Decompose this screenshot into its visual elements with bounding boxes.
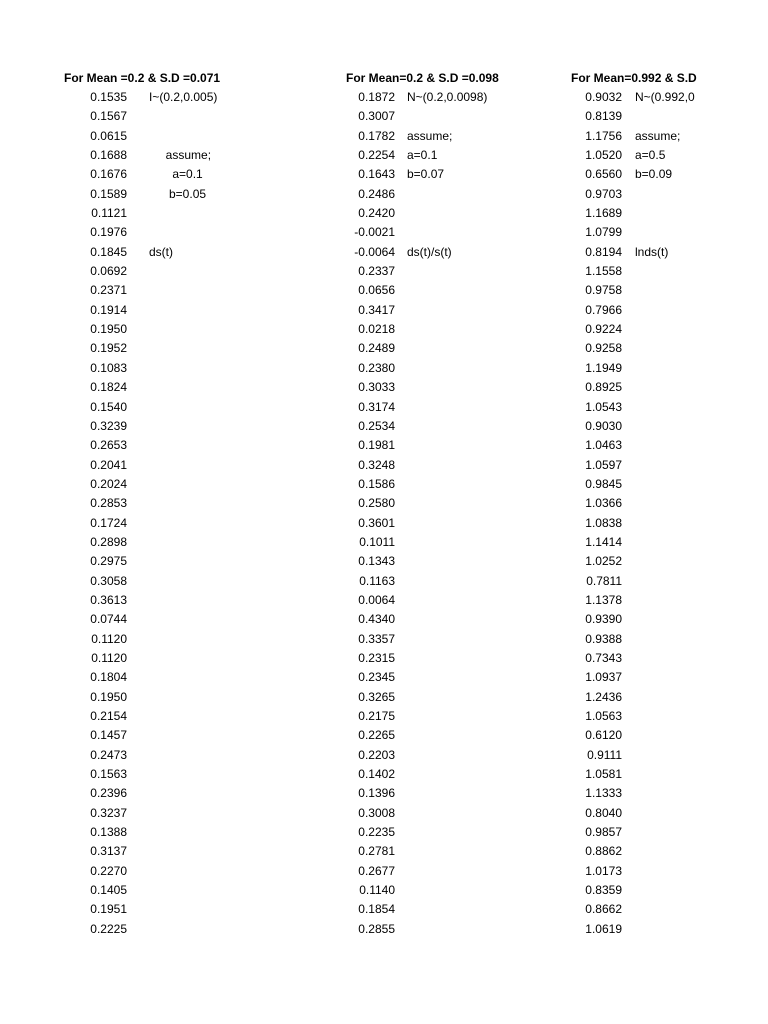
value-cell[interactable]: 0.1457: [90, 728, 127, 743]
value-cell[interactable]: 0.3137: [90, 844, 127, 859]
value-cell[interactable]: 0.3248: [358, 457, 395, 472]
values-column: [346, 88, 395, 939]
value-cell[interactable]: 0.1589: [90, 186, 127, 201]
value-cell[interactable]: 0.0064: [358, 592, 395, 607]
note-cell[interactable]: a=0.1: [407, 148, 438, 163]
value-cell[interactable]: 1.0619: [585, 921, 622, 936]
notes-column: [149, 88, 299, 262]
value-cell[interactable]: 0.8040: [585, 805, 622, 820]
notes-column: [407, 88, 557, 262]
note-cell[interactable]: [635, 204, 768, 223]
value-cell[interactable]: 0.1540: [90, 399, 127, 414]
value-cell[interactable]: 0.9224: [585, 322, 622, 337]
note-cell[interactable]: lnds(t): [635, 244, 669, 259]
value-cell[interactable]: 0.1586: [358, 476, 395, 491]
value-cell[interactable]: 0.0692: [90, 264, 127, 279]
note-cell[interactable]: ds(t): [149, 244, 173, 259]
value-cell[interactable]: 0.1952: [90, 341, 127, 356]
value-cell[interactable]: 0.1405: [90, 883, 127, 898]
value-cell[interactable]: 0.1782: [358, 128, 395, 143]
value-cell[interactable]: 0.1981: [358, 438, 395, 453]
value-cell[interactable]: 0.1976: [90, 225, 127, 240]
value-cell[interactable]: 0.0656: [358, 283, 395, 298]
value-cell[interactable]: 0.2345: [358, 670, 395, 685]
note-cell[interactable]: a=0.5: [635, 148, 666, 163]
value-cell[interactable]: 0.1950: [90, 689, 127, 704]
value-cell[interactable]: 0.3357: [358, 631, 395, 646]
note-cell[interactable]: assume;: [635, 128, 681, 143]
value-cell[interactable]: 0.7966: [585, 302, 622, 317]
value-cell[interactable]: 0.2855: [358, 921, 395, 936]
value-cell[interactable]: 0.8194: [585, 244, 622, 259]
block-header[interactable]: For Mean =0.2 & S.D =0.071: [64, 71, 221, 85]
value-cell[interactable]: 1.0799: [585, 225, 622, 240]
value-cell[interactable]: 1.0252: [585, 554, 622, 569]
value-cell[interactable]: 0.2225: [90, 921, 127, 936]
value-cell[interactable]: 0.7811: [586, 573, 622, 588]
value-cell[interactable]: 0.2265: [358, 728, 395, 743]
value-cell[interactable]: 0.1343: [358, 554, 395, 569]
values-column: [64, 88, 127, 939]
note-cell[interactable]: I~(0.2,0.005): [149, 90, 218, 104]
value-cell[interactable]: 1.0581: [585, 767, 622, 782]
value-cell[interactable]: 0.2473: [90, 747, 127, 762]
value-cell[interactable]: 0.8662: [585, 902, 622, 917]
value-cell[interactable]: 0.1121: [91, 206, 127, 221]
value-cell[interactable]: 0.3237: [90, 805, 127, 820]
value-cell[interactable]: 0.3033: [358, 380, 395, 395]
value-cell[interactable]: 0.8862: [585, 844, 622, 859]
value-cell[interactable]: 0.1950: [90, 322, 127, 337]
value-cell[interactable]: 0.2653: [90, 438, 127, 453]
value-cell[interactable]: 0.2041: [90, 457, 127, 472]
value-cell[interactable]: 0.1643: [358, 167, 395, 182]
note-cell[interactable]: [149, 204, 299, 223]
value-cell[interactable]: 0.3417: [358, 302, 395, 317]
value-cell[interactable]: 0.1676: [90, 167, 127, 182]
value-cell[interactable]: 1.1333: [585, 786, 622, 801]
value-cell[interactable]: 0.3174: [358, 399, 395, 414]
value-cell[interactable]: 0.9030: [585, 418, 622, 433]
value-cell[interactable]: 0.9703: [585, 186, 622, 201]
value-cell[interactable]: 0.6560: [585, 167, 622, 182]
value-cell[interactable]: 1.0597: [585, 457, 622, 472]
value-cell[interactable]: 1.1949: [585, 360, 622, 375]
value-cell[interactable]: 0.1011: [359, 534, 395, 549]
value-cell[interactable]: -0.0064: [354, 244, 395, 259]
value-cell[interactable]: 0.2235: [358, 825, 395, 840]
note-cell[interactable]: [407, 223, 557, 242]
value-cell[interactable]: 0.9032: [585, 90, 622, 104]
note-cell[interactable]: b=0.09: [635, 167, 673, 182]
value-cell[interactable]: 0.1402: [358, 767, 395, 782]
value-cell[interactable]: 0.1872: [358, 90, 395, 104]
value-cell[interactable]: 0.1845: [90, 244, 127, 259]
value-cell[interactable]: 0.2175: [358, 709, 395, 723]
value-cell[interactable]: 0.1804: [90, 670, 127, 685]
note-cell[interactable]: b=0.05: [149, 186, 207, 201]
value-cell[interactable]: 1.1414: [585, 534, 622, 549]
value-cell[interactable]: 0.1163: [359, 573, 395, 588]
values-column: [571, 88, 622, 939]
value-cell[interactable]: 0.0218: [358, 322, 395, 337]
value-cell[interactable]: 0.2371: [90, 283, 127, 298]
block-header[interactable]: For Mean=0.2 & S.D =0.098: [346, 71, 499, 85]
value-cell[interactable]: 0.1535: [90, 90, 127, 104]
value-cell[interactable]: 1.0173: [585, 863, 622, 878]
value-cell[interactable]: 0.8139: [585, 109, 622, 124]
value-cell[interactable]: 0.1140: [359, 883, 395, 898]
value-cell[interactable]: 1.0937: [585, 670, 622, 685]
note-cell[interactable]: [149, 127, 299, 146]
value-cell[interactable]: 0.3601: [358, 515, 395, 530]
value-cell[interactable]: 0.0744: [90, 612, 127, 627]
value-cell[interactable]: 0.1567: [90, 109, 127, 124]
value-cell[interactable]: 0.1824: [90, 380, 127, 395]
value-cell[interactable]: 0.8359: [585, 883, 622, 898]
value-cell[interactable]: 1.1756: [585, 128, 622, 143]
note-cell[interactable]: [149, 223, 299, 242]
value-cell[interactable]: 1.1558: [585, 264, 622, 279]
note-cell[interactable]: assume;: [149, 148, 212, 163]
note-cell[interactable]: N~(0.2,0.0098): [407, 90, 488, 104]
note-cell[interactable]: ds(t)/s(t): [407, 244, 452, 259]
value-cell[interactable]: 0.2420: [358, 206, 395, 221]
value-cell[interactable]: 0.2396: [90, 786, 127, 801]
value-cell[interactable]: 1.1689: [585, 206, 622, 221]
value-cell[interactable]: 0.2154: [90, 709, 127, 723]
note-cell[interactable]: assume;: [407, 128, 453, 143]
value-cell[interactable]: 0.9758: [585, 283, 622, 298]
value-cell[interactable]: 0.9845: [585, 476, 622, 491]
value-cell[interactable]: 1.0838: [585, 515, 622, 530]
value-cell[interactable]: 1.0543: [585, 399, 622, 414]
notes-column: [635, 88, 768, 262]
value-cell[interactable]: 1.2436: [585, 689, 622, 704]
value-cell[interactable]: 0.3613: [90, 592, 127, 607]
value-cell[interactable]: 0.3239: [90, 418, 127, 433]
value-cell[interactable]: 0.9258: [585, 341, 622, 356]
value-cell[interactable]: 0.1914: [90, 302, 127, 317]
value-cell[interactable]: 0.7343: [585, 650, 622, 665]
value-cell[interactable]: 0.1724: [90, 515, 127, 530]
note-cell[interactable]: [407, 107, 557, 126]
value-cell[interactable]: 0.9388: [585, 631, 622, 646]
value-cell[interactable]: 0.2315: [358, 650, 395, 665]
value-cell[interactable]: 0.1120: [91, 650, 127, 665]
value-cell[interactable]: 0.3008: [358, 805, 395, 820]
value-cell[interactable]: 1.0366: [585, 496, 622, 511]
value-cell[interactable]: 0.1083: [90, 360, 127, 375]
value-cell[interactable]: 0.4340: [358, 612, 395, 627]
value-cell[interactable]: 0.3265: [358, 689, 395, 704]
value-cell[interactable]: 0.3058: [90, 573, 127, 588]
note-cell[interactable]: [149, 107, 299, 126]
value-cell[interactable]: 0.2486: [358, 186, 395, 201]
value-cell[interactable]: 0.3007: [358, 109, 395, 124]
value-cell[interactable]: 0.1563: [90, 767, 127, 782]
value-cell[interactable]: 0.1388: [90, 825, 127, 840]
value-cell[interactable]: 0.2534: [358, 418, 395, 433]
value-cell[interactable]: 0.2898: [90, 534, 127, 549]
value-cell[interactable]: -0.0021: [354, 225, 395, 240]
value-cell[interactable]: 0.2024: [90, 476, 127, 491]
note-cell[interactable]: [635, 107, 768, 126]
value-cell[interactable]: 0.1951: [90, 902, 127, 917]
value-cell[interactable]: 0.8925: [585, 380, 622, 395]
value-cell[interactable]: 0.2975: [90, 554, 127, 569]
value-cell[interactable]: 0.2337: [358, 264, 395, 279]
value-cell[interactable]: 0.1396: [358, 786, 395, 801]
value-cell[interactable]: 0.0615: [90, 128, 127, 143]
value-cell[interactable]: 1.1378: [585, 592, 622, 607]
value-cell[interactable]: 0.2677: [358, 863, 395, 878]
note-cell[interactable]: [635, 223, 768, 242]
value-cell[interactable]: 0.1854: [358, 902, 395, 917]
note-cell[interactable]: [635, 185, 768, 204]
value-cell[interactable]: 0.1688: [90, 148, 127, 163]
value-cell[interactable]: 0.2254: [358, 148, 395, 163]
value-cell[interactable]: 0.2270: [90, 863, 127, 878]
value-cell[interactable]: 0.2853: [90, 496, 127, 511]
value-cell[interactable]: 0.2203: [358, 747, 395, 762]
value-cell[interactable]: 0.1120: [91, 631, 127, 646]
value-cell[interactable]: 0.6120: [585, 728, 622, 743]
note-cell[interactable]: [407, 204, 557, 223]
value-cell[interactable]: 1.0463: [585, 438, 622, 453]
value-cell[interactable]: 1.0520: [585, 148, 622, 163]
value-cell[interactable]: 0.2380: [358, 360, 395, 375]
value-cell[interactable]: 0.2781: [358, 844, 395, 859]
value-cell[interactable]: 0.9111: [587, 747, 622, 762]
value-cell[interactable]: 0.2489: [358, 341, 395, 356]
note-cell[interactable]: N~(0.992,0: [635, 90, 695, 104]
value-cell[interactable]: 1.0563: [585, 709, 622, 723]
value-cell[interactable]: 0.9857: [585, 825, 622, 840]
value-cell[interactable]: 0.9390: [585, 612, 622, 627]
value-cell[interactable]: 0.2580: [358, 496, 395, 511]
note-cell[interactable]: b=0.07: [407, 167, 445, 182]
note-cell[interactable]: [407, 185, 557, 204]
block-header[interactable]: For Mean=0.992 & S.D: [571, 71, 697, 85]
note-cell[interactable]: a=0.1: [149, 167, 203, 182]
